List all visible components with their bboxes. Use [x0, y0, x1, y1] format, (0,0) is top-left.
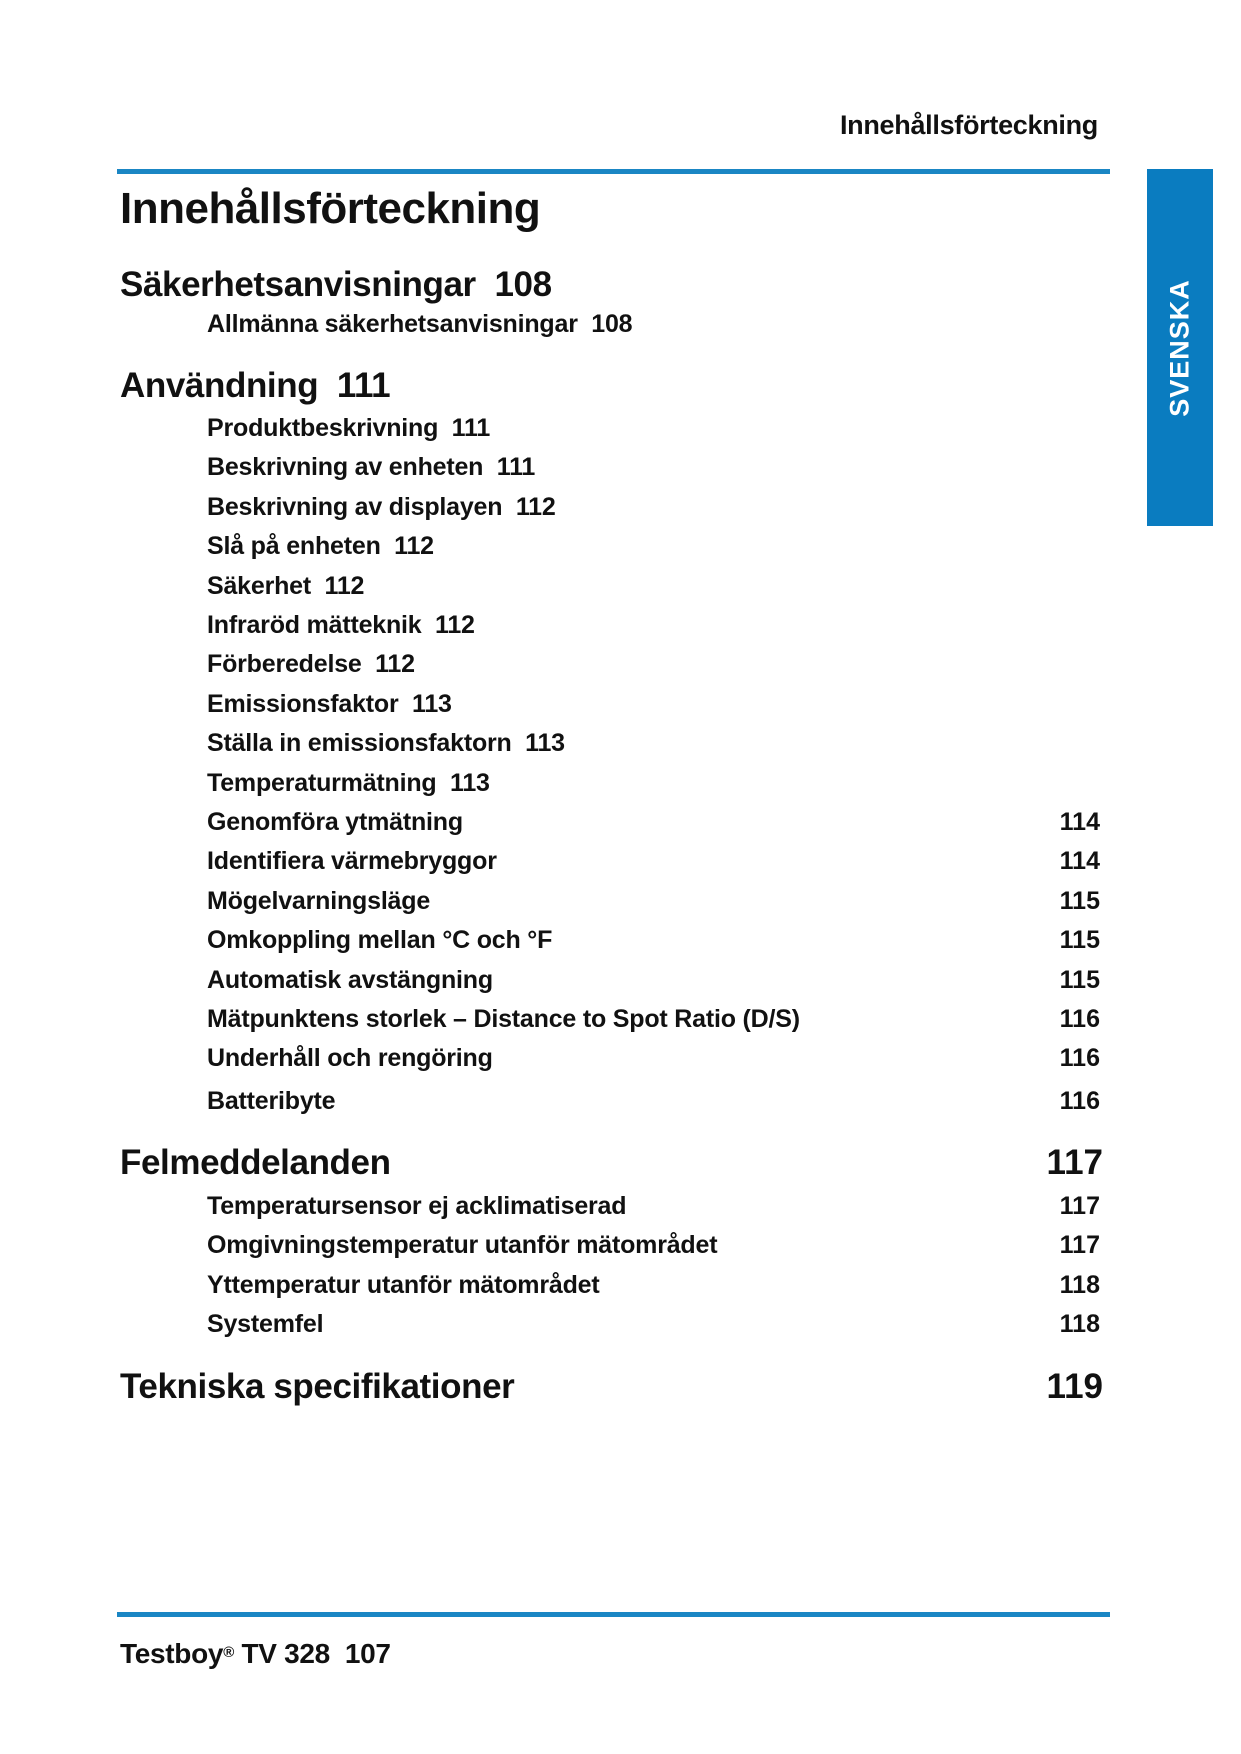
section-title-text: Användning	[120, 366, 319, 405]
language-tab	[1147, 169, 1213, 526]
toc-section-title[interactable]: Felmeddelanden	[120, 1143, 391, 1182]
footer-page-number: 107	[344, 1638, 391, 1669]
toc-entry-page: 112	[375, 650, 415, 679]
toc-entry-page: 113	[525, 729, 565, 758]
toc-entry-label: Säkerhet	[207, 571, 312, 600]
footer-brand: Testboy	[120, 1638, 224, 1669]
toc-entry-page: 112	[394, 532, 434, 561]
toc-entry[interactable]	[207, 493, 556, 522]
toc-section-page: 119	[1046, 1367, 1103, 1406]
toc-entry-page: 115	[1059, 926, 1100, 955]
toc-entry-page: 111	[496, 453, 536, 482]
toc-entry-page: 111	[451, 414, 491, 442]
running-header: Innehållsförteckning	[839, 110, 1098, 140]
toc-entry-page: 118	[1059, 1310, 1100, 1339]
toc-entry-page: 114	[1059, 847, 1100, 876]
toc-entry[interactable]: Identifiera värmebryggor	[207, 847, 497, 876]
toc-entry-page: 116	[1059, 1005, 1100, 1033]
toc-entry-page: 114	[1059, 808, 1100, 836]
page-title: Innehållsförteckning	[120, 184, 541, 233]
toc-entry[interactable]	[207, 453, 535, 482]
toc-entry-page: 117	[1059, 1192, 1100, 1220]
toc-entry-page: 108	[591, 310, 633, 338]
toc-section-page: 117	[1046, 1143, 1103, 1182]
toc-entry[interactable]	[207, 690, 452, 719]
header-rule	[117, 169, 1110, 174]
toc-entry-label: Produktbeskrivning	[207, 414, 439, 442]
toc-entry-page: 118	[1059, 1270, 1100, 1299]
toc-entry[interactable]: Yttemperatur utanför mätområdet	[207, 1270, 600, 1299]
toc-section-page: 108	[494, 265, 552, 304]
language-tab-label: SVENSKA	[1164, 278, 1195, 417]
toc-entry-page: 113	[450, 768, 490, 797]
toc-entry-page: 112	[515, 492, 556, 521]
toc-entry-page: 112	[435, 611, 475, 639]
toc-entry-label: Temperaturmätning	[207, 768, 437, 797]
toc-entry[interactable]	[207, 729, 565, 758]
toc-entry[interactable]: Genomföra ytmätning	[207, 808, 463, 836]
footer-model: TV 328	[241, 1638, 330, 1669]
toc-entry-page: 115	[1059, 886, 1100, 915]
toc-entry-label: Infraröd mätteknik	[207, 611, 422, 639]
toc-entry[interactable]: Omgivningstemperatur utanför mätområdet	[207, 1231, 718, 1260]
section-title-text: Säkerhetsanvisningar	[120, 265, 476, 304]
toc-section-title[interactable]	[120, 366, 390, 406]
toc-entry-page: 112	[324, 571, 365, 600]
toc-entry[interactable]	[207, 650, 415, 679]
toc-entry-label: Ställa in emissionsfaktorn	[207, 729, 512, 758]
toc-section-title[interactable]: Tekniska specifikationer	[120, 1367, 515, 1406]
toc-entry-label: Förberedelse	[207, 650, 362, 679]
toc-entry-label: Beskrivning av displayen	[207, 492, 503, 521]
toc-entry[interactable]	[207, 572, 364, 601]
toc-section-page: 111	[336, 366, 391, 405]
toc-entry[interactable]: Automatisk avstängning	[207, 965, 493, 994]
toc-entry[interactable]	[207, 532, 434, 561]
toc-entry[interactable]: Temperatursensor ej acklimatiserad	[207, 1192, 627, 1220]
toc-entry-label: Allmänna säkerhetsanvisningar	[207, 310, 578, 338]
registered-mark: ®	[223, 1644, 234, 1661]
toc-entry-page: 115	[1059, 965, 1100, 994]
toc-entry-label: Emissionsfaktor	[207, 689, 399, 718]
toc-entry[interactable]	[207, 414, 490, 443]
toc-entry[interactable]: Batteribyte	[207, 1086, 336, 1115]
footer-rule	[117, 1612, 1110, 1617]
toc-entry-page: 116	[1059, 1086, 1100, 1115]
toc-entry-page: 116	[1059, 1044, 1100, 1073]
toc-entry[interactable]: Mögelvarningsläge	[207, 886, 431, 915]
toc-entry[interactable]: Mätpunktens storlek – Distance to Spot Ratio (D/S)	[207, 1005, 800, 1033]
toc-entry[interactable]	[207, 769, 490, 798]
footer	[120, 1638, 391, 1670]
toc-section-title[interactable]	[120, 265, 552, 305]
toc-entry-label: Beskrivning av enheten	[207, 453, 484, 482]
toc-entry[interactable]: Systemfel	[207, 1310, 324, 1339]
toc-entry[interactable]	[207, 611, 475, 640]
toc-entry[interactable]: Underhåll och rengöring	[207, 1044, 493, 1073]
toc-entry[interactable]: Omkoppling mellan °C och °F	[207, 926, 553, 955]
toc-entry-page: 117	[1059, 1231, 1100, 1260]
toc-entry-page: 113	[412, 689, 452, 718]
toc-entry[interactable]	[207, 310, 632, 339]
toc-entry-label: Slå på enheten	[207, 532, 381, 561]
